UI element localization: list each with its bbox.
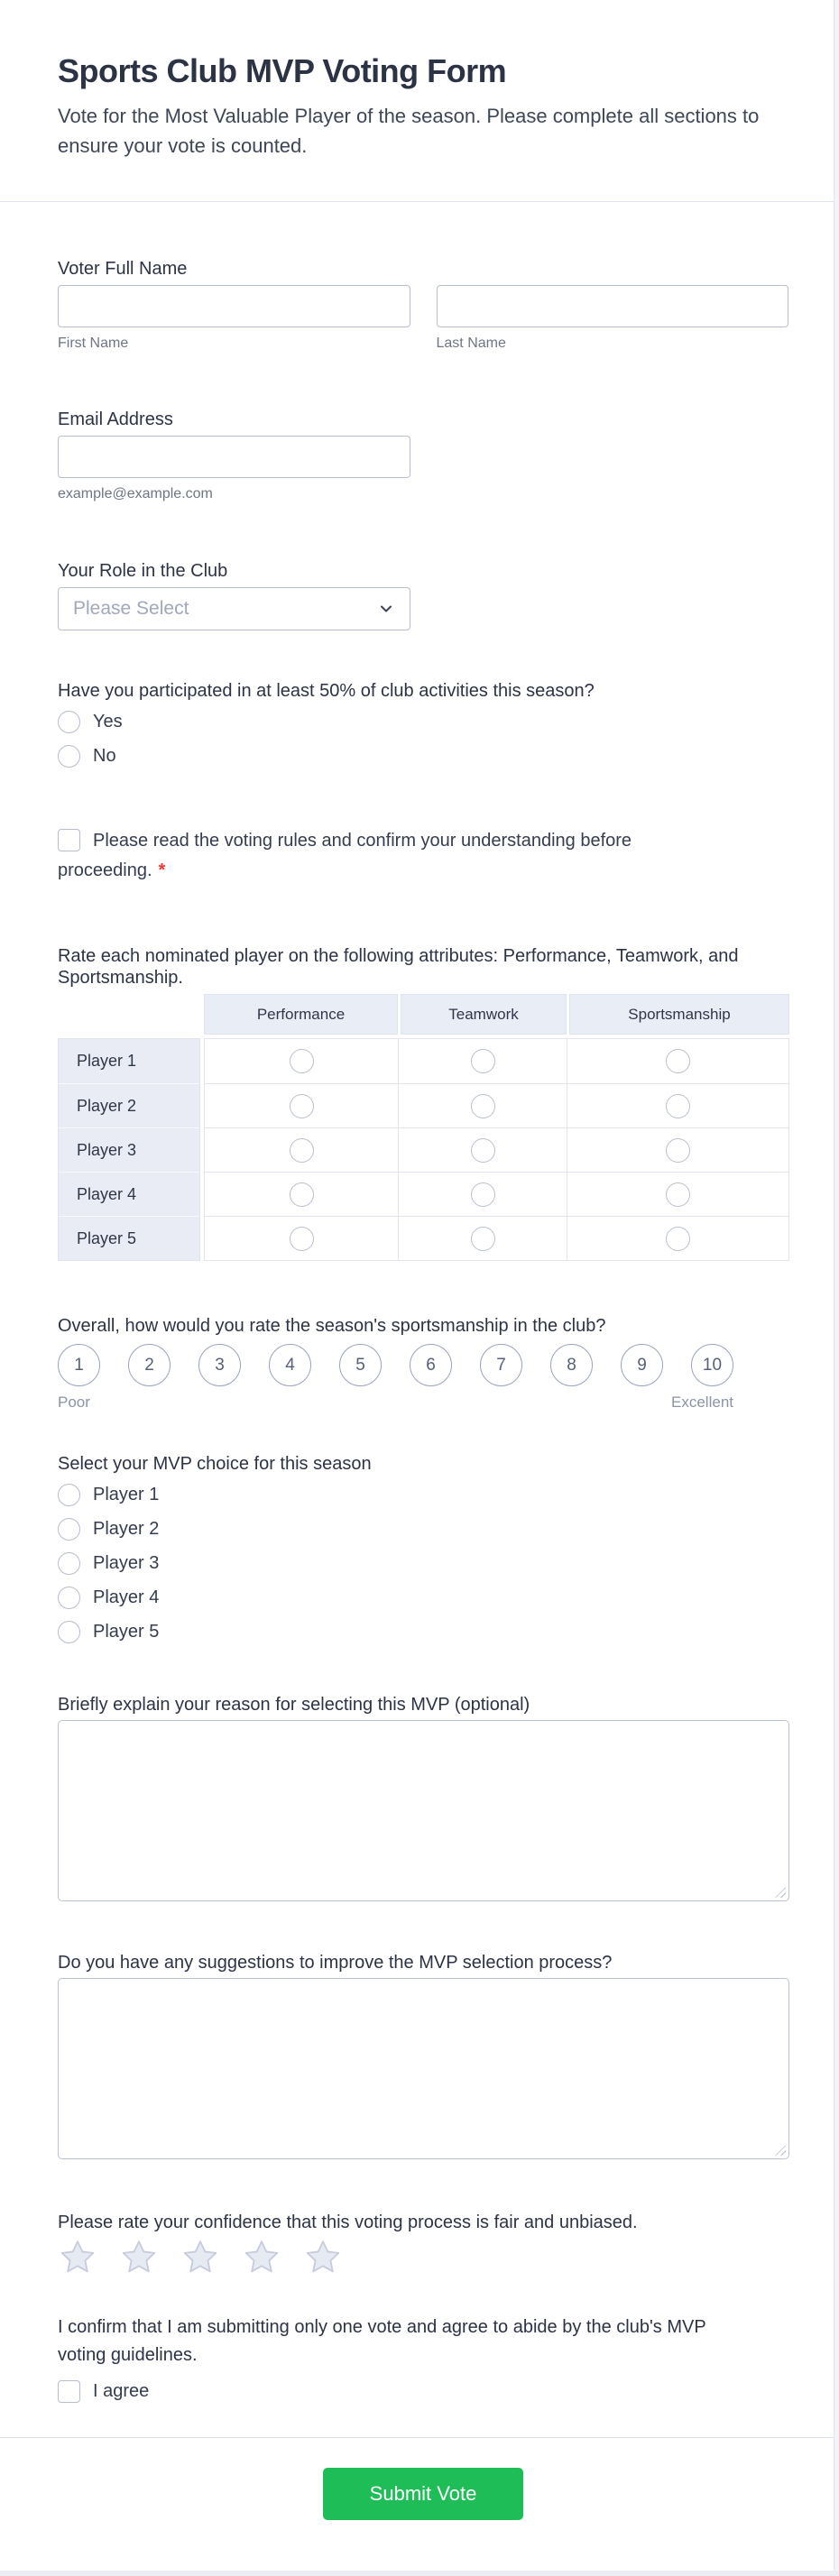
matrix-corner xyxy=(58,994,200,1035)
question-confirmation xyxy=(58,2314,788,2403)
matrix-row-player1 xyxy=(205,1039,788,1083)
matrix-cell-p5-teamwork xyxy=(398,1217,567,1260)
radio-player1-label[interactable]: Player 1 xyxy=(93,1485,160,1504)
matrix-row-player5 xyxy=(205,1216,788,1260)
matrix-cell-p5-performance xyxy=(205,1217,398,1260)
question-player-matrix xyxy=(58,945,788,1261)
matrix-radio-p3-sportsmanship[interactable] xyxy=(666,1138,690,1163)
mvp-reason-textarea[interactable] xyxy=(58,1720,789,1901)
matrix-row-label-player2: Player 2 xyxy=(59,1083,199,1127)
question-voting-rules xyxy=(58,826,788,886)
radio-player4[interactable] xyxy=(58,1587,80,1609)
scale-option-1[interactable]: 1 xyxy=(58,1344,100,1386)
matrix-row-label-player3: Player 3 xyxy=(59,1127,199,1172)
matrix-label-line-2: Sportsmanship. xyxy=(58,968,183,988)
scale-option-3[interactable]: 3 xyxy=(198,1344,241,1386)
email-input[interactable] xyxy=(58,436,410,478)
matrix-radio-p1-teamwork[interactable] xyxy=(471,1049,495,1073)
role-select-value: Please Select xyxy=(73,598,189,619)
scale-option-5[interactable]: 5 xyxy=(339,1344,382,1386)
mvp-option-player5[interactable] xyxy=(58,1621,788,1643)
voter-full-name-label: Voter Full Name xyxy=(58,259,188,279)
matrix-label xyxy=(58,945,788,989)
matrix-header-row xyxy=(204,994,789,1035)
matrix-cell-p5-sportsmanship xyxy=(567,1217,788,1260)
radio-player2[interactable] xyxy=(58,1518,80,1541)
radio-player5[interactable] xyxy=(58,1621,80,1643)
email-sublabel-row xyxy=(58,486,788,502)
mvp-option-player3[interactable] xyxy=(58,1552,788,1575)
rules-checkbox-label-line-1[interactable]: Please read the voting rules and confirm your understanding before xyxy=(93,831,632,851)
role-select[interactable] xyxy=(58,587,410,630)
matrix-row-player3 xyxy=(205,1127,788,1172)
confidence-label: Please rate your confidence that this voting process is fair and unbiased. xyxy=(58,2213,638,2232)
first-name-input[interactable] xyxy=(58,285,410,327)
matrix-cell-p2-sportsmanship xyxy=(567,1084,788,1127)
matrix-row-player2 xyxy=(205,1083,788,1127)
header-divider xyxy=(0,201,834,202)
confirmation-label-line-1: I confirm that I am submitting only one vote and agree to abide by the club's MVP xyxy=(58,2317,706,2337)
question-email xyxy=(58,409,788,502)
matrix-col-header-performance: Performance xyxy=(204,994,398,1035)
matrix-radio-p4-sportsmanship[interactable] xyxy=(666,1182,690,1207)
confirmation-label xyxy=(58,2314,788,2369)
agree-checkbox-label[interactable]: I agree xyxy=(93,2381,150,2401)
matrix-row-label-player4: Player 4 xyxy=(59,1172,199,1216)
form-body xyxy=(0,258,834,2403)
star-icon[interactable] xyxy=(303,2239,343,2277)
mvp-option-player1[interactable] xyxy=(58,1484,788,1506)
chevron-down-icon xyxy=(377,600,395,618)
star-icon[interactable] xyxy=(58,2239,97,2277)
matrix-col-header-sportsmanship: Sportsmanship xyxy=(567,994,789,1035)
email-input-row xyxy=(58,436,788,478)
star-rating xyxy=(58,2239,788,2277)
rules-checkbox-label-line-2[interactable]: proceeding. xyxy=(58,860,152,880)
matrix-radio-p3-performance[interactable] xyxy=(290,1138,314,1163)
form-header xyxy=(0,0,834,161)
scale-high-label: Excellent xyxy=(671,1394,733,1411)
matrix-row-labels xyxy=(58,1038,200,1261)
required-asterisk: * xyxy=(158,860,166,880)
matrix-cell-p4-performance xyxy=(205,1173,398,1216)
matrix-radio-p5-performance[interactable] xyxy=(290,1227,314,1251)
form-subtitle xyxy=(58,101,788,161)
star-icon[interactable] xyxy=(119,2239,159,2277)
email-sublabel: example@example.com xyxy=(58,486,213,501)
matrix-radio-p1-sportsmanship[interactable] xyxy=(666,1049,690,1073)
matrix-radio-p2-performance[interactable] xyxy=(290,1094,314,1118)
participation-options xyxy=(58,711,788,768)
matrix-radio-p5-sportsmanship[interactable] xyxy=(666,1227,690,1251)
form-title: Sports Club MVP Voting Form xyxy=(58,52,507,89)
form-subtitle-line-2: ensure your vote is counted. xyxy=(58,134,308,157)
radio-yes[interactable] xyxy=(58,711,80,733)
scale-low-label: Poor xyxy=(58,1394,90,1411)
submit-button[interactable]: Submit Vote xyxy=(323,2468,523,2520)
matrix-radio-p1-performance[interactable] xyxy=(290,1049,314,1073)
mvp-choice-label: Select your MVP choice for this season xyxy=(58,1454,372,1474)
rules-check-item xyxy=(58,826,788,886)
matrix-col-header-teamwork: Teamwork xyxy=(398,994,567,1035)
radio-player1[interactable] xyxy=(58,1484,80,1506)
matrix-row-player4 xyxy=(205,1172,788,1216)
scale-option-9[interactable]: 9 xyxy=(621,1344,663,1386)
question-season-rating xyxy=(58,1315,788,1412)
star-icon[interactable] xyxy=(180,2239,220,2277)
agree-option[interactable] xyxy=(58,2380,788,2403)
radio-yes-label[interactable]: Yes xyxy=(93,712,123,731)
role-label: Your Role in the Club xyxy=(58,561,228,581)
matrix-radio-p2-sportsmanship[interactable] xyxy=(666,1094,690,1118)
scale-option-10[interactable]: 10 xyxy=(691,1344,733,1386)
suggestions-textarea[interactable] xyxy=(58,1978,789,2159)
matrix-cell-p3-sportsmanship xyxy=(567,1128,788,1172)
matrix-cell-p2-performance xyxy=(205,1084,398,1127)
first-name-sublabel: First Name xyxy=(58,336,129,351)
matrix-label-line-1: Rate each nominated player on the following attributes: Performance, Teamwork, and xyxy=(58,946,739,966)
last-name-sublabel: Last Name xyxy=(436,336,506,351)
scale-end-labels xyxy=(58,1394,733,1412)
participation-label: Have you participated in at least 50% of club activities this season? xyxy=(58,681,595,701)
mvp-option-player4[interactable] xyxy=(58,1587,788,1609)
email-label: Email Address xyxy=(58,409,173,429)
page-bottom-strip xyxy=(0,2571,839,2576)
question-role xyxy=(58,560,788,630)
confirmation-label-line-2: voting guidelines. xyxy=(58,2345,198,2365)
matrix-radio-p4-teamwork[interactable] xyxy=(471,1182,495,1207)
question-mvp-reason xyxy=(58,1694,788,1901)
radio-player3[interactable] xyxy=(58,1552,80,1575)
question-participation xyxy=(58,680,788,768)
matrix-cell-p3-teamwork xyxy=(398,1128,567,1172)
matrix-radio-p4-performance[interactable] xyxy=(290,1182,314,1207)
matrix-row-label-player1: Player 1 xyxy=(77,1052,137,1070)
matrix-radio-p3-teamwork[interactable] xyxy=(471,1138,495,1163)
scale-option-7[interactable]: 7 xyxy=(480,1344,522,1386)
form-subtitle-line-1: Vote for the Most Valuable Player of the season. Please complete all sections to xyxy=(58,105,760,127)
mvp-reason-label: Briefly explain your reason for selecting this MVP (optional) xyxy=(58,1695,530,1715)
matrix-cell-p1-performance xyxy=(205,1039,398,1083)
question-mvp-choice xyxy=(58,1453,788,1643)
participation-option-yes[interactable] xyxy=(58,711,788,733)
matrix-cell-p3-performance xyxy=(205,1128,398,1172)
resize-handle[interactable] xyxy=(775,1887,786,1898)
radio-player4-label[interactable]: Player 4 xyxy=(93,1587,160,1607)
question-confidence xyxy=(58,2212,788,2277)
form-footer xyxy=(0,2438,834,2520)
scale-option-4[interactable]: 4 xyxy=(269,1344,311,1386)
participation-option-no[interactable] xyxy=(58,745,788,768)
season-rating-label: Overall, how would you rate the season's sportsmanship in the club? xyxy=(58,1316,606,1336)
agree-checkbox[interactable] xyxy=(58,2380,80,2403)
question-voter-full-name xyxy=(58,258,788,352)
matrix-body xyxy=(204,1038,789,1261)
radio-no[interactable] xyxy=(58,745,80,768)
scale-option-8[interactable]: 8 xyxy=(550,1344,593,1386)
mvp-option-player2[interactable] xyxy=(58,1518,788,1541)
name-sublabels-row xyxy=(58,336,788,352)
matrix-cell-p1-teamwork xyxy=(398,1039,567,1083)
scale-option-2[interactable]: 2 xyxy=(128,1344,171,1386)
scale-option-6[interactable]: 6 xyxy=(410,1344,452,1386)
matrix-table xyxy=(58,994,788,1261)
resize-handle[interactable] xyxy=(775,2145,786,2156)
mvp-options xyxy=(58,1484,788,1643)
matrix-cell-p2-teamwork xyxy=(398,1084,567,1127)
matrix-cell-p4-sportsmanship xyxy=(567,1173,788,1216)
radio-player2-label[interactable]: Player 2 xyxy=(93,1519,160,1539)
scale-options-row xyxy=(58,1344,733,1386)
radio-no-label[interactable]: No xyxy=(93,746,116,766)
question-suggestions xyxy=(58,1952,788,2159)
suggestions-label: Do you have any suggestions to improve the MVP selection process? xyxy=(58,1953,613,1973)
last-name-input[interactable] xyxy=(437,285,789,327)
star-icon[interactable] xyxy=(242,2239,281,2277)
matrix-cell-p1-sportsmanship xyxy=(567,1039,788,1083)
rules-checkbox[interactable] xyxy=(58,829,80,851)
matrix-row-label-player5: Player 5 xyxy=(59,1216,199,1260)
radio-player3-label[interactable]: Player 3 xyxy=(93,1553,160,1573)
matrix-radio-p2-teamwork[interactable] xyxy=(471,1094,495,1118)
radio-player5-label[interactable]: Player 5 xyxy=(93,1622,160,1642)
name-inputs-row xyxy=(58,285,788,327)
matrix-radio-p5-teamwork[interactable] xyxy=(471,1227,495,1251)
matrix-cell-p4-teamwork xyxy=(398,1173,567,1216)
